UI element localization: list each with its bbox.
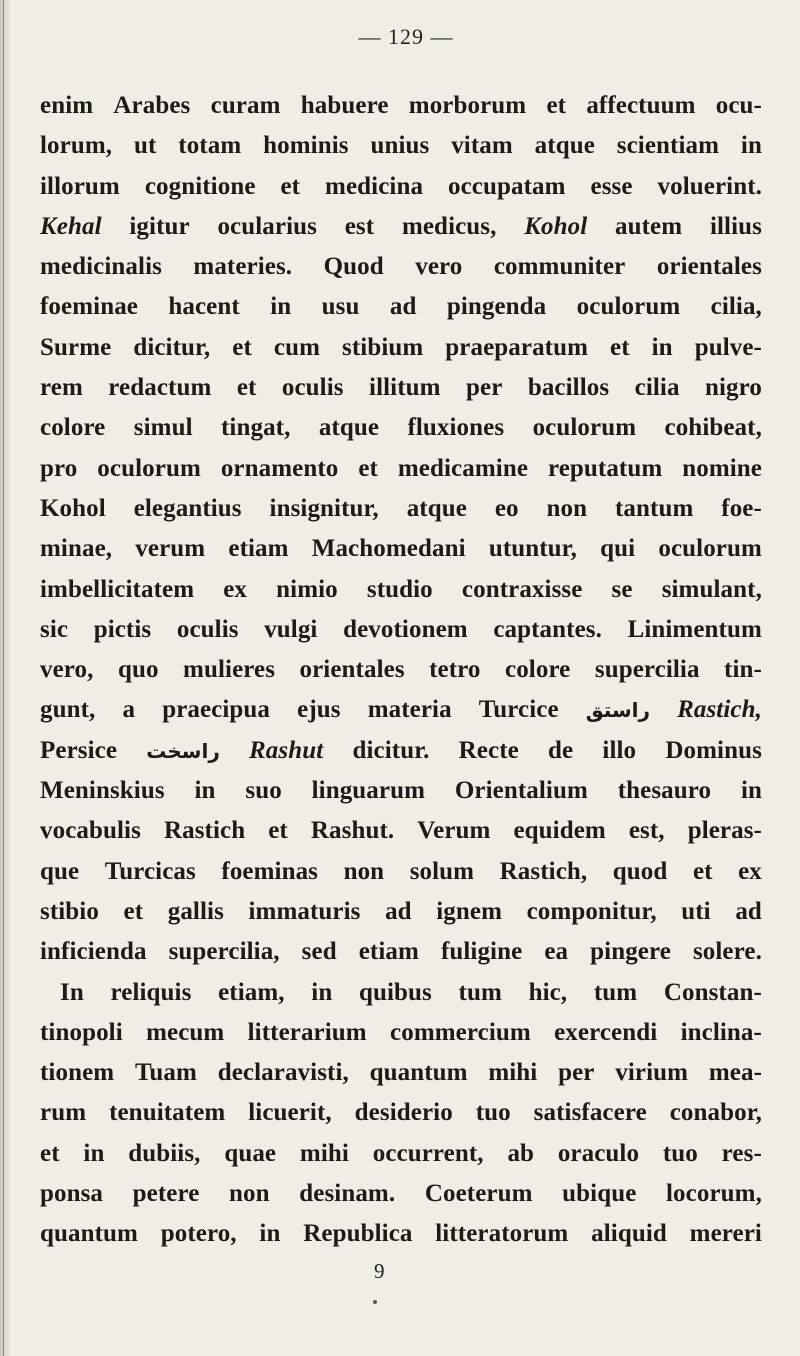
word: vulgi [264, 615, 318, 643]
word: declaravisti, [217, 1059, 349, 1087]
word: enim [40, 92, 94, 119]
word: ad [735, 897, 762, 925]
text-line [40, 771, 762, 811]
word: oculorum [658, 535, 762, 563]
word: supercilia [594, 656, 700, 684]
word: atque [318, 414, 380, 442]
word: que [40, 857, 80, 885]
word: lorum, [40, 132, 113, 160]
text-line [40, 1093, 762, 1133]
word: verum [135, 535, 206, 563]
word: ocu- [715, 92, 762, 119]
text-line [40, 1134, 762, 1174]
word: elegantius [133, 494, 242, 522]
word: colore [505, 656, 571, 684]
word: contraxisse [461, 575, 583, 603]
word: potero, [160, 1220, 237, 1248]
word: sic [40, 615, 69, 643]
word: imbellicitatem [40, 575, 195, 603]
word: tuo [475, 1099, 511, 1127]
word: quo [117, 656, 159, 684]
word: supercilia, [168, 938, 280, 966]
word: Verum [417, 817, 491, 845]
word: ornamento [220, 454, 339, 482]
word: cohibeat, [664, 414, 762, 442]
word: tum [458, 978, 502, 1006]
word: non [546, 494, 588, 522]
word: Rastich, [499, 857, 588, 885]
word: redactum [108, 374, 212, 402]
word: Turcicas [104, 857, 196, 885]
word: et [358, 454, 378, 482]
page-number-header: — 129 — [358, 24, 454, 49]
word: Republica [303, 1220, 413, 1248]
word: et [123, 897, 144, 925]
word: autem [615, 212, 683, 240]
text-line [40, 1013, 762, 1053]
word: solere. [692, 938, 762, 966]
word: mereri [689, 1220, 762, 1248]
word: studio [366, 575, 433, 603]
word: nimio [276, 575, 338, 603]
word: litteratorum [435, 1220, 569, 1248]
word: mulieres [183, 656, 276, 684]
word: gallis [167, 897, 224, 925]
word: vocabulis [40, 817, 141, 845]
word: commercium [390, 1018, 531, 1046]
word: utuntur, [488, 535, 577, 563]
word: Kohol [524, 212, 588, 240]
word: hacent [168, 293, 240, 321]
word: foe- [721, 494, 762, 522]
word: et [610, 333, 630, 361]
word: habuere [300, 92, 389, 119]
word: ignem [436, 897, 503, 925]
text-line [40, 489, 762, 529]
word: quae [224, 1139, 277, 1167]
word: totam [178, 132, 242, 160]
word: in [740, 777, 762, 805]
word: occupatam [448, 172, 566, 200]
word: et [546, 92, 567, 119]
word: Coeterum [424, 1180, 533, 1208]
word: occurrent, [372, 1139, 484, 1167]
word: cilia [634, 374, 680, 402]
text-line [40, 973, 762, 1013]
word: hominis [263, 132, 349, 160]
word: desiderio [354, 1099, 453, 1127]
word: bacillos [527, 374, 610, 402]
word: Rashut. [310, 817, 395, 845]
text-line [40, 247, 762, 287]
word: Rashut [249, 736, 324, 764]
word: praeparatum [445, 333, 589, 361]
word: foeminas [221, 857, 319, 885]
word: medicinalis [40, 253, 162, 281]
word: in [740, 132, 762, 160]
word: ea [544, 938, 569, 966]
word: a [122, 696, 136, 724]
word: conabor, [669, 1099, 762, 1127]
word: inclina- [680, 1018, 762, 1046]
word: morborum [408, 92, 527, 119]
word: oculorum [532, 414, 637, 442]
text-line [40, 690, 762, 730]
text-line [40, 1174, 762, 1214]
word: ocularius [217, 212, 317, 240]
word: oculis [281, 374, 344, 402]
text-line [40, 86, 762, 126]
page-binding-edge [0, 0, 10, 1356]
word: in [259, 1220, 281, 1248]
word: pingere [590, 938, 671, 966]
word: colore [40, 414, 106, 442]
word: ad [385, 897, 412, 925]
word: desinam. [299, 1180, 396, 1208]
word: cilia, [710, 293, 762, 321]
word: Quod [323, 253, 384, 281]
word: medicamine [397, 454, 529, 482]
arabic-word: راستق [585, 698, 650, 723]
word: per [558, 1059, 595, 1087]
word: et [236, 374, 257, 402]
word: reputatum [547, 454, 663, 482]
word: non [343, 857, 385, 885]
word: Linimentum [627, 615, 762, 643]
text-line [40, 126, 762, 166]
word: pictis [93, 615, 152, 643]
word: de [548, 736, 574, 764]
ink-speck [373, 1300, 377, 1304]
body-text [40, 86, 762, 1255]
word: devotionem [343, 615, 468, 643]
word: oculorum [576, 293, 681, 321]
word: aliquid [591, 1220, 667, 1248]
word: se [611, 575, 633, 603]
text-line [40, 811, 762, 851]
word: nomine [682, 454, 762, 482]
word: mea- [708, 1059, 762, 1087]
word: Machomedani [311, 535, 466, 563]
word: Persice [40, 736, 118, 764]
word: tetro [429, 656, 481, 684]
word: ubique [562, 1180, 637, 1208]
word: Meninskius [40, 777, 165, 805]
word: cum [273, 333, 321, 361]
signature-mark: 9 [374, 1259, 385, 1283]
word: non [229, 1180, 270, 1208]
word: Surme [40, 333, 112, 361]
word: in [194, 777, 216, 805]
word: tenuitatem [109, 1099, 226, 1127]
text-line [40, 328, 762, 368]
word: licuerit, [248, 1099, 332, 1127]
word: vero, [40, 656, 94, 684]
word: Arabes [113, 92, 191, 119]
text-line [40, 852, 762, 892]
word: in [83, 1139, 105, 1167]
word: insignitur, [269, 494, 379, 522]
word: Turcice [478, 696, 559, 724]
word: in [270, 293, 292, 321]
word: est, [628, 817, 665, 845]
word: immaturis [248, 897, 361, 925]
word: tuo [662, 1139, 698, 1167]
word: Rastich [163, 817, 246, 845]
word: etiam, [218, 978, 285, 1006]
word: tin- [724, 656, 762, 684]
word: reliquis [110, 978, 192, 1006]
word: quantum [369, 1059, 468, 1087]
word: medicus, [401, 212, 497, 240]
word: exercendi [554, 1018, 658, 1046]
text-line [40, 1053, 762, 1093]
word: tinopoli [40, 1018, 123, 1046]
word: est [344, 212, 375, 240]
word: Kehal [40, 212, 102, 240]
word: qui [600, 535, 636, 563]
word: etiam [228, 535, 289, 563]
arabic-word: راسخت [146, 738, 220, 763]
word: pleras- [687, 817, 762, 845]
word: praecipua [162, 696, 271, 724]
text-line [40, 167, 762, 207]
word: Orientalium [454, 777, 588, 805]
text-line [40, 731, 762, 771]
word: oculis [176, 615, 239, 643]
word: solum [409, 857, 475, 885]
word: hic, [528, 978, 568, 1006]
word: cognitione [144, 172, 256, 200]
word: thesauro [617, 777, 712, 805]
word: Rastich, [677, 696, 762, 724]
text-line [40, 570, 762, 610]
word: in [311, 978, 333, 1006]
word: pingenda [446, 293, 547, 321]
text-line [40, 408, 762, 448]
word: et [40, 1139, 60, 1167]
word: curam [210, 92, 281, 119]
word: illorum [40, 172, 120, 200]
word: res- [721, 1139, 762, 1167]
word: quantum [40, 1220, 138, 1248]
word: captantes. [493, 615, 602, 643]
text-line [40, 932, 762, 972]
word: Recte [458, 736, 519, 764]
text-line [40, 892, 762, 932]
word: atque [406, 494, 467, 522]
word: affectuum [586, 92, 696, 119]
word: in [651, 333, 673, 361]
word: dubiis, [128, 1139, 201, 1167]
word: illitum [369, 374, 441, 402]
word: tingat, [221, 414, 291, 442]
word: et [268, 817, 288, 845]
word: ex [223, 575, 248, 603]
word: equidem [513, 817, 606, 845]
word: vero [415, 253, 463, 281]
word: simul [133, 414, 193, 442]
word: voluerint. [657, 172, 762, 200]
text-line [40, 287, 762, 327]
word: Dominus [665, 736, 762, 764]
word: Tuam [134, 1059, 197, 1087]
word: dicitur. [352, 736, 430, 764]
word: inficienda [40, 938, 147, 966]
word: ejus [297, 696, 341, 724]
word: scientiam [616, 132, 720, 160]
word: tantum [615, 494, 694, 522]
word: suo [245, 777, 282, 805]
text-line [40, 650, 762, 690]
word: materia [367, 696, 452, 724]
word: et [232, 333, 252, 361]
word: stibio [40, 897, 99, 925]
word: dicitur, [133, 333, 211, 361]
text-line [40, 368, 762, 408]
word: igitur [129, 212, 190, 240]
word: simulant, [661, 575, 762, 603]
word: ex [738, 857, 762, 885]
word: locorum, [666, 1180, 762, 1208]
word: petere [132, 1180, 200, 1208]
word: foeminae [40, 293, 138, 321]
word: virium [615, 1059, 689, 1087]
word: esse [590, 172, 633, 200]
word: satisfacere [533, 1099, 647, 1127]
word: usu [321, 293, 360, 321]
word: linguarum [311, 777, 426, 805]
word: fluxiones [407, 414, 505, 442]
word: In [60, 978, 84, 1006]
word: unius [370, 132, 430, 160]
word: pro [40, 454, 78, 482]
word: illo [602, 736, 637, 764]
word: eo [494, 494, 519, 522]
word: componitur, [526, 897, 657, 925]
word: etiam [358, 938, 419, 966]
word: quod [612, 857, 668, 885]
word: fuligine [440, 938, 523, 966]
word: quibus [359, 978, 432, 1006]
word: sed [301, 938, 337, 966]
word: orientales [299, 656, 405, 684]
word: mihi [299, 1139, 349, 1167]
word: et [280, 172, 301, 200]
word: oculorum [97, 454, 201, 482]
word: pulve- [694, 333, 762, 361]
word: oraculo [557, 1139, 640, 1167]
word: illius [709, 212, 762, 240]
word: rem [40, 374, 83, 402]
text-line [40, 449, 762, 489]
word: materies. [193, 253, 293, 281]
word: Kohol [40, 494, 106, 522]
word: Constan- [663, 978, 762, 1006]
word: atque [534, 132, 595, 160]
word: mecum [146, 1018, 225, 1046]
word: orientales [656, 253, 762, 281]
word: uti [681, 897, 711, 925]
word: minae, [40, 535, 113, 563]
word: ponsa [40, 1180, 104, 1208]
word: communiter [493, 253, 626, 281]
text-line [40, 529, 762, 569]
word: rum [40, 1099, 87, 1127]
word: vitam [451, 132, 513, 160]
word: tum [593, 978, 638, 1006]
word: tionem [40, 1059, 115, 1087]
word: per [466, 374, 503, 402]
word: et [692, 857, 713, 885]
word: ad [389, 293, 417, 321]
word: litterarium [247, 1018, 367, 1046]
word: nigro [704, 374, 762, 402]
text-line [40, 610, 762, 650]
word: medicina [325, 172, 424, 200]
word: ut [133, 132, 157, 160]
text-line [40, 1214, 762, 1254]
word: mihi [488, 1059, 538, 1087]
word: ab [507, 1139, 535, 1167]
word: stibium [342, 333, 424, 361]
word: gunt, [40, 696, 96, 724]
text-line [40, 207, 762, 247]
